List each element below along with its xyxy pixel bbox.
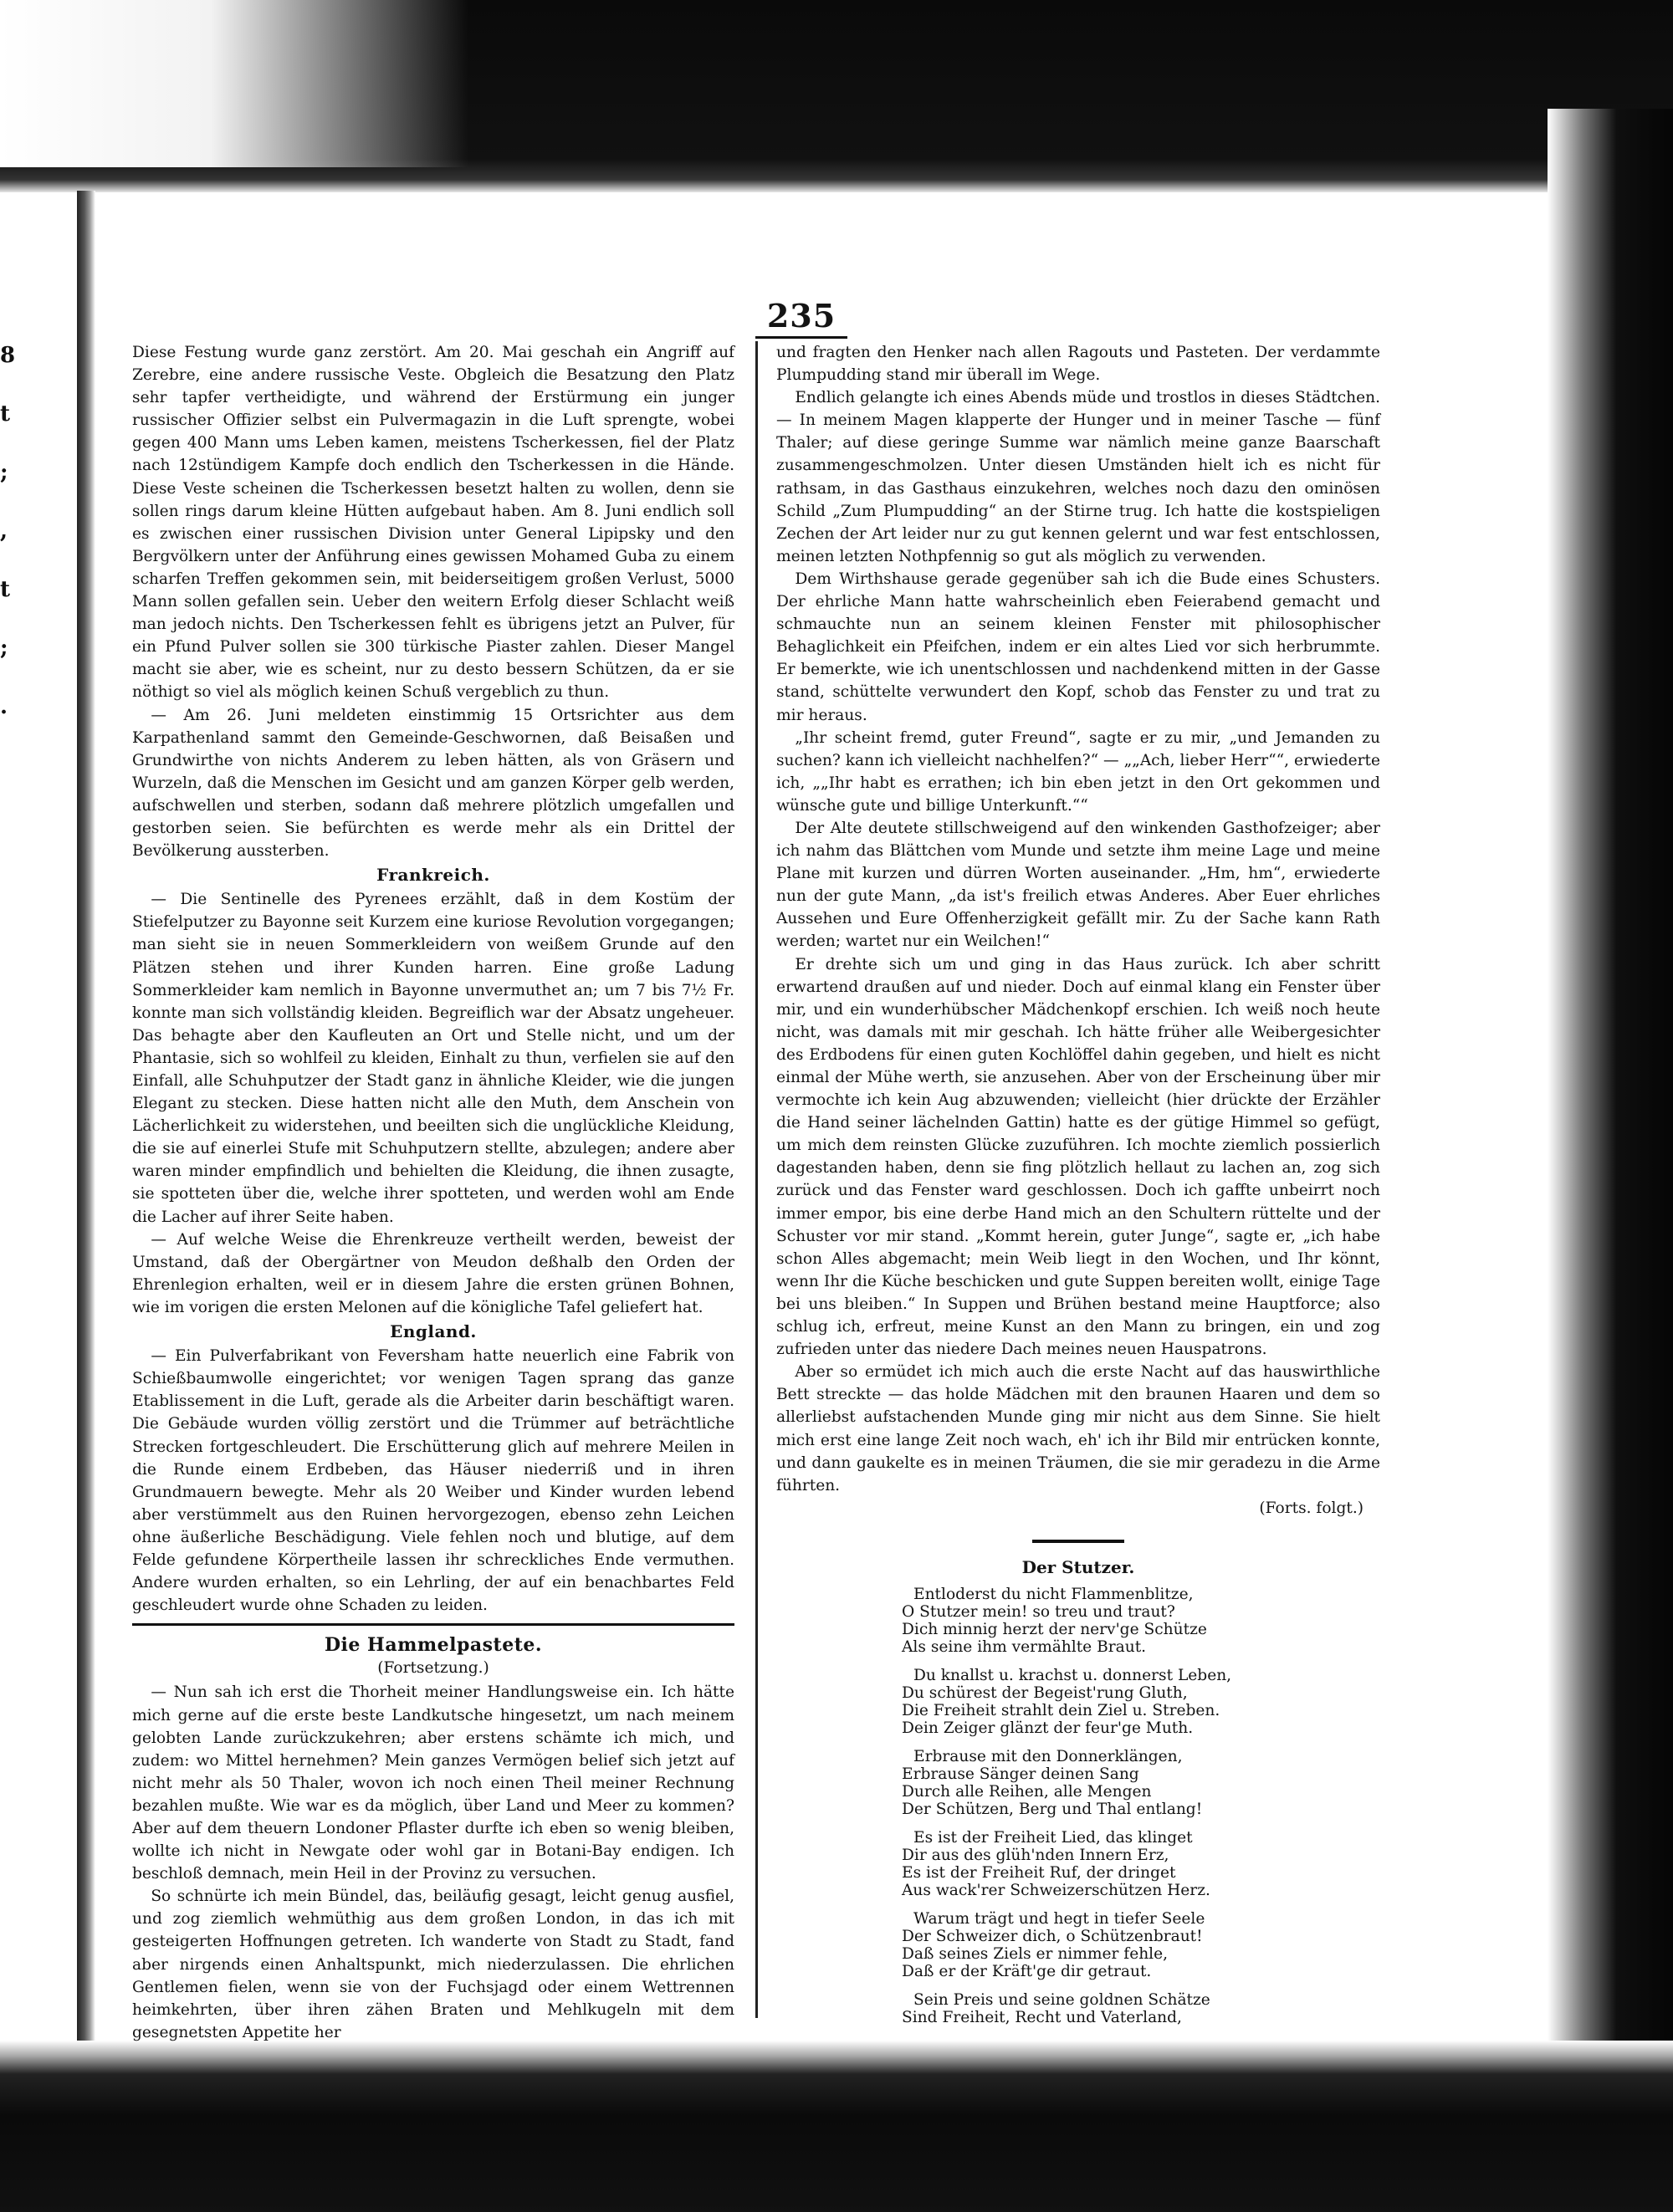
- section-separator: [132, 1623, 734, 1626]
- poem-separator: [1032, 1540, 1124, 1543]
- poem-line: Du knallst u. krachst u. donnerst Leben,: [913, 1666, 1232, 1684]
- edge-mark: 8: [0, 343, 16, 368]
- poem-stanza: [902, 1667, 1380, 1737]
- scan-bottom-border: [0, 2041, 1673, 2212]
- poem-line: Es ist der Freiheit Lied, das klinget: [913, 1828, 1193, 1847]
- story-paragraph: Endlich gelangte ich eines Abends müde und trostlos in dieses Städtchen. — In meinem Magen klapperte der Hunger und in meiner Tasche — fünf Thaler; auf diese geringe Summe war nämlich meine ganze Baarschaft zusammengeschmolzen. Unter diesen Umständen hielt ich es nicht für rathsam, in das Gasthaus einzukehren, welches noch dazu den ominösen Schild „Zum Plumpudding“ an der Stirne trug. Ich hatte die kostspieligen Zechen der Art leider nur zu gut kennen gelernt und war fest entschlossen, meinen letzten Nothpfennig so gut als möglich zu verwenden.: [776, 389, 1380, 565]
- story-paragraph: und fragten den Henker nach allen Ragouts und Pasteten. Der verdammte Plumpudding stand mir überall im Wege.: [776, 344, 1380, 385]
- france-report-paragraph: — Die Sentinelle des Pyrenees erzählt, daß in dem Kostüm der Stiefelputzer zu Bayonne seit Kurzem eine kuriose Revolution vorgegangen; man sieht sie in neuen Sommerkleidern von weißem Grunde auf den Plätzen stehen und ihrer Kunden harren. Eine große Ladung Sommerkleider kam nemlich in Bayonne unvermuthet an; um 7 bis 7½ Fr. konnte man sich vollständig kleiden. Begreiflich war der Absatz ungeheuer. Das behagte aber den Kaufleuten an Ort und Stelle nicht, und um der Phantasie, sich so wohlfeil zu kleiden, Einhalt zu thun, verfielen sie auf den Einfall, alle Schuhputzer der Stadt ganz in ähnliche Kleider, wie die jungen Elegant zu stecken. Diese hatten nicht alle den Muth, dem Anschein von Lächerlichkeit zu widerstehen, und beeilten sich die unglückliche Kleidung, die sie auf einerlei Stufe mit Schuhputzern stellte, abzulegen; andere aber waren minder empfindlich und behielten die Kleidung, die ihnen zusagte, sie spotteten über die, welche ihrer spotteten, und werden wohl am Ende die Lacher auf ihrer Seite haben.: [132, 891, 734, 1226]
- poem-line: Durch alle Reihen, alle Mengen: [902, 1782, 1152, 1801]
- column-divider: [755, 341, 758, 2018]
- story-title: Die Hammelpastete.: [324, 1634, 543, 1657]
- poem-line: Sind Freiheit, Recht und Vaterland,: [902, 2008, 1182, 2026]
- edge-mark: ;: [0, 460, 8, 485]
- poem-line: Daß seines Ziels er nimmer fehle,: [902, 1944, 1169, 1963]
- edge-mark: t: [0, 577, 11, 602]
- left-column: [132, 341, 734, 2044]
- poem-line: Dir aus des glüh'nden Innern Erz,: [902, 1846, 1169, 1864]
- scan-top-fade: [0, 0, 468, 167]
- poem-stanza: [902, 1586, 1380, 1656]
- story-paragraph: — Nun sah ich erst die Thorheit meiner Handlungsweise ein. Ich hätte mich gerne auf die erste beste Landkutsche hingesetzt, um nach meinem gelobten Lande zurückzukehren; aber erstens schämte ich mich, und zudem: wo Mittel hernehmen? Mein ganzes Vermögen belief sich jetzt auf nicht mehr als 50 Thaler, wovon ich noch einen Theil meiner Rechnung bezahlen mußte. Wie war es da möglich, über Land und Meer zu kommen? Aber auf dem theuern Londoner Pflaster durfte ich eben so wenig bleiben, wollte ich nicht in Newgate oder wohl gar in Botani-Bay endigen. Ich beschloß demnach, mein Heil in der Provinz zu versuchen.: [132, 1683, 734, 1883]
- poem-line: Du schürest der Begeist'rung Gluth,: [902, 1683, 1188, 1702]
- poem-stanza: [902, 1829, 1380, 1899]
- poem-line: Daß er der Kräft'ge dir getraut.: [902, 1962, 1152, 1980]
- story-subtitle: (Fortsetzung.): [377, 1659, 489, 1678]
- heading-france: Frankreich.: [376, 865, 490, 886]
- england-report-paragraph: — Ein Pulverfabrikant von Feversham hatte neuerlich eine Fabrik von Schießbaumwolle eingerichtet; vor wenigen Tagen sprang das ganze Etablissement in die Luft, gerade als die Arbeiter darin beschäftigt waren. Die Gebäude wurden völlig zerstört und die Trümmer auf beträchtliche Strecken fortgeschleudert. Die Erschütterung glich auf mehrere Meilen in die Runde einem Erdbeben, das Häuser niederriß und in ihren Grundmauern bewegte. Mehr als 20 Weiber und Kinder wurden lebend aber verstümmelt aus den Ruinen hervorgezogen, ebenso zehn Leichen ohne äußerliche Beschädigung. Viele fehlen noch und blutige, auf dem Felde gefundene Körpertheile lassen ihr schreckliches Ende vermuthen. Andere wurden erhalten, so ein Lehrling, der auf ein benachbartes Feld geschleudert wurde ohne Schaden zu leiden.: [132, 1347, 734, 1615]
- poem-line: Der Schweizer dich, o Schützenbraut!: [902, 1927, 1203, 1945]
- right-column: [776, 341, 1380, 2037]
- poem-line: Es ist der Freiheit Ruf, der dringet: [902, 1863, 1176, 1882]
- story-paragraph: „Ihr scheint fremd, guter Freund“, sagte er zu mir, „und Jemanden zu suchen? kann ich vielleicht nachhelfen?“ — „„Ach, lieber Herr““, erwiederte ich, „„Ihr habt es errathen; ich bin eben jetzt in den Ort gekommen und wünsche gute und billige Unterkunft.““: [776, 728, 1380, 815]
- poem-line: Die Freiheit strahlt dein Ziel u. Streben.: [902, 1701, 1220, 1719]
- edge-mark: ;: [0, 636, 8, 661]
- poem-line: Erbrause Sänger deinen Sang: [902, 1765, 1139, 1783]
- story-paragraph: So schnürte ich mein Bündel, das, beiläufig gesagt, leicht genug ausfiel, und zog ziemlich wehmüthig aus dem großen London, in das ich mit gesteigerten Hoffnungen getreten. Ich wanderte von Stadt zu Stadt, fand aber nirgends einen Anhaltspunkt, mich niederzulassen. Die ehrlichen Gentlemen fielen, wenn sie von der Fuchsjagd oder einem Wettrennen heimkehrten, über ihren zähen Braten und Mehlkugeln mit dem gesegnetsten Appetite her: [132, 1888, 734, 2041]
- poem-line: Aus wack'rer Schweizerschützen Herz.: [902, 1881, 1210, 1899]
- story-paragraph: Der Alte deutete stillschweigend auf den winkenden Gasthofzeiger; aber ich nahm das Blättchen vom Munde und setzte ihm meine Lage und meine Plane mit kurzen und dürren Worten auseinander. „Hm, hm“, erwiederte nun der gute Mann, „da ist's freilich etwas Anderes. Aber Euer ehrliches Aussehen und Eure Offenherzigkeit gefällt mir. Zu der Sache kann Rath werden; wartet nur ein Weilchen!“: [776, 819, 1380, 951]
- poem-line: O Stutzer mein! so treu und traut?: [902, 1602, 1175, 1621]
- poem-line: Entloderst du nicht Flammenblitze,: [913, 1585, 1194, 1603]
- poem-line: Dein Zeiger glänzt der feur'ge Muth.: [902, 1719, 1194, 1737]
- poem-line: Dich minnig herzt der nerv'ge Schütze: [902, 1620, 1207, 1638]
- page-number: 235: [718, 297, 885, 339]
- poem-line: Sein Preis und seine goldnen Schätze: [913, 1990, 1210, 2009]
- scan-left-spine: [77, 191, 95, 2064]
- poem-line: Als seine ihm vermählte Braut.: [902, 1637, 1147, 1656]
- poem-line: Der Schützen, Berg und Thal entlang!: [902, 1800, 1203, 1818]
- edge-mark: .: [0, 694, 8, 719]
- edge-mark: t: [0, 401, 11, 427]
- france-report-paragraph: — Auf welche Weise die Ehrenkreuze vertheilt werden, beweist der Umstand, daß der Obergärtner von Meudon deßhalb den Orden der Ehrenlegion erhalten, weil er in diesem Jahre die ersten grünen Bohnen, wie im vorigen die ersten Melonen auf die königliche Tafel geliefert hat.: [132, 1230, 734, 1316]
- scan-right-border: [1548, 109, 1673, 2066]
- poem-line: Erbrause mit den Donnerklängen,: [913, 1747, 1183, 1765]
- story-paragraph: Aber so ermüdet ich mich auch die erste Nacht auf das hauswirthliche Bett streckte — das holde Mädchen mit den braunen Haaren und dem so allerliebst aufstachenden Munde ging mir nicht aus dem Sinne. Sie hielt mich erst eine lange Zeit noch wach, eh' ich ihr Bild mir entrücken konnte, und dann gaukelte es in meinen Träumen, die sie mir geradezu in die Arme führten.: [776, 1363, 1380, 1494]
- story-paragraph: Dem Wirthshause gerade gegenüber sah ich die Bude eines Schusters. Der ehrliche Mann hatte wahrscheinlich eben Feierabend gemacht und schmauchte nun an seinem kleinen Fenster mit philosophischer Behaglichkeit ein Pfeifchen, indem er ein altes Lied vor sich herbrummte. Er bemerkte, wie ich unentschlossen und nachdenkend mitten in der Gasse stand, schüttelte verwundert den Kopf, schob das Fenster zu und trat zu mir heraus.: [776, 570, 1380, 724]
- story-continued-note: (Forts. folgt.): [1259, 1499, 1363, 1517]
- adjacent-page-edge-marks: [0, 326, 15, 736]
- poem-line: Warum trägt und hegt in tiefer Seele: [913, 1909, 1205, 1928]
- poem-stanza: [902, 1991, 1380, 2026]
- poem-title: Der Stutzer.: [1021, 1556, 1135, 1577]
- poem-stanza: [902, 1910, 1380, 1980]
- story-paragraph: Er drehte sich um und ging in das Haus zurück. Ich aber schritt erwartend draußen auf und nieder. Doch auf einmal klang ein Fenster über mir, und ein wunderhübscher Mädchenkopf erschien. Ich weiß noch heute nicht, was damals mit mir geschah. Ich hätte früher alle Weibergesichter des Erdbodens für einen guten Kochlöffel dahin gegeben, und hielt es nicht einmal der Mühe werth, sie anzusehen. Aber von der Erscheinung über mir vermochte ich kein Aug abzuwenden; vielleicht (hier drückte der Erzähler die Hand seiner lächelnden Gattin) hatte es der gütige Himmel so gefügt, um mich dem reinsten Glücke zuzuführen. Ich mochte ziemlich possierlich dagestanden haben, denn sie fing plötzlich hellaut zu lachen an, zog sich zurück und das Fenster ward geschlossen. Doch ich gaffte unbeirrt noch immer empor, bis eine derbe Hand mich an den Schultern rüttelte und der Schuster vor mir stand. „Kommt herein, guter Junge“, sagte er, „ich habe schon Alles abgemacht; mein Weib liegt in den Wochen, und Ihr könnt, wenn Ihr die Küche beschicken und gute Suppen bereiten wollt, einige Tage bei uns bleiben.“ In Suppen und Brühen bestand meine Hauptforce; also schlug ich, erfreut, meine Kunst an den Mann zu bringen, ein und zog zufrieden unter das niedere Dach meines neuen Hauspatrons.: [776, 955, 1380, 1359]
- poem: [902, 1586, 1380, 2026]
- heading-england: England.: [390, 1321, 477, 1342]
- edge-mark: ,: [0, 519, 8, 544]
- poem-stanza: [902, 1748, 1380, 1818]
- russia-report-paragraph: — Am 26. Juni meldeten einstimmig 15 Ortsrichter aus dem Karpathenland sammt den Gemeinde-Geschwornen, daß Beisaßen und Grundwirthe von nichts Anderem zu leben hätten, als von Gräsern und Wurzeln, daß die Menschen im Gesicht und am ganzen Körper gelb werden, aufschwellen und sterben, sodann daß mehrere plötzlich umgefallen und gestorben seien. Sie befürchten es werde mehr als ein Drittel der Bevölkerung aussterben.: [132, 706, 734, 861]
- russia-report-paragraph: Diese Festung wurde ganz zerstört. Am 20. Mai geschah ein Angriff auf Zerebre, eine andere russische Veste. Obgleich die Besatzung den Platz sehr tapfer vertheidigte, und während der Erstürmung ein junger russischer Offizier selbst ein Pulvermagazin in die Luft sprengte, wobei gegen 400 Mann ums Leben kamen, meistens Tscherkessen, fiel der Platz nach 12stündigem Kampfe doch endlich den Tscherkessen in die Hände. Diese Veste scheinen die Tscherkessen besetzt halten zu wollen, denn sie sollen rings darum kleine Hütten aufgebaut haben. Am 8. Juni endlich soll es zwischen einer russischen Division unter General Lipipsky und den Bergvölkern unter der Anführung eines gewissen Mohamed Guba zu einem scharfen Treffen gekommen sein, mit beiderseitigem großen Verlust, 5000 Mann sollen gefallen sein. Ueber den weitern Erfolg dieser Schlacht weiß man jedoch nichts. Den Tscherkessen fehlt es übrigens jetzt an Pulver, für ein Pfund Pulver sollen sie 300 türkische Piaster zahlen. Dieser Mangel macht sie aber, wie es scheint, nur zu desto bessern Schützen, da er sie nöthigt so viel als möglich keinen Schuß vergeblich zu thun.: [132, 344, 734, 702]
